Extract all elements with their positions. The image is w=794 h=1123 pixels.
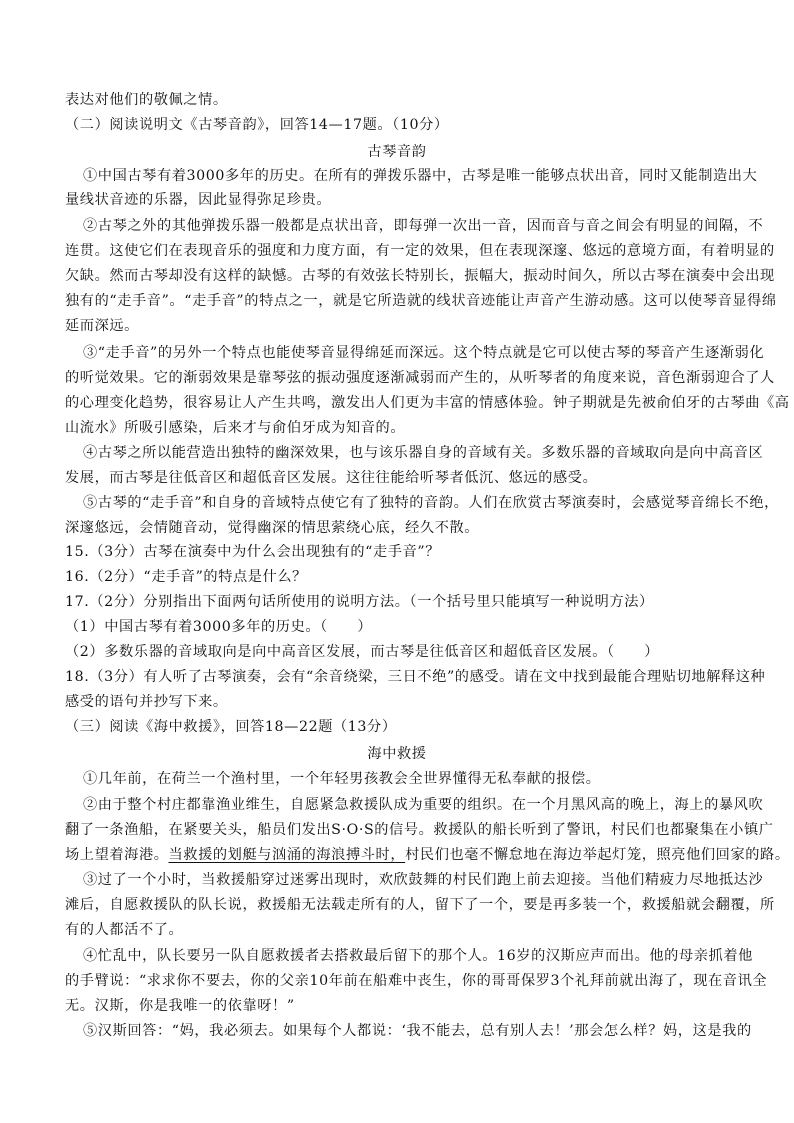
paragraph-line: ⑤古琴的“走手音”和自身的音域特点使它有了独特的音韵。人们在欣赏古琴演奏时，会感觉琴音绵长不绝， (83, 495, 779, 511)
paragraph-line: 发展，而古琴是往低音区和超低音区发展。这往往能给听琴者低沉、悠远的感受。 (65, 470, 598, 486)
paragraph-line: ③“走手音”的另外一个特点也能使琴音显得绵延而深远。这个特点就是它可以使古琴的琴音产生逐渐弱化 (83, 345, 765, 361)
paragraph-line: ④忙乱中，队长要另一队自愿救援者去搭救最后留下的那个人。16岁的汉斯应声而出。他的母亲抓着他 (83, 948, 753, 964)
question-17-item-2: （2）多数乐器的音域取向是向中高音区发展，而古琴是往低音区和超低音区发展。（ ） (65, 644, 660, 660)
paragraph-line: 量线状音迹的乐器，因此显得弥足珍贵。 (65, 192, 332, 208)
question-17-item-1: （1）中国古琴有着3000多年的历史。（ ） (65, 619, 373, 635)
question-17: 17.（2分）分别指出下面两句话所使用的说明方法。（一个括号里只能填写一种说明方法） (65, 594, 654, 610)
question-16: 16.（2分）“走手音”的特点是什么？ (65, 569, 307, 585)
paragraph-line: 无。汉斯，你是我唯一的依靠呀！” (65, 998, 295, 1014)
article-title: 海中救援 (367, 746, 427, 762)
paragraph-line (65, 843, 790, 867)
text-line: 表达对他们的敬佩之情。 (65, 92, 228, 108)
section-heading: （三）阅读《海中救援》，回答18—22题（13分） (65, 719, 397, 735)
paragraph-line: 独有的“走手音”。“走手音”的特点之一，就是它所造就的线状音迹能让声音产生游动感。这可以使琴音显得绵 (65, 293, 777, 309)
paragraph-text: 村民们也毫不懈怠地在海边举起灯笼，照亮他们回家的路。 (405, 847, 790, 863)
paragraph-line: ①中国古琴有着3000多年的历史。在所有的弹拨乐器中，古琴是唯一能够点状出音，同时又能制造出大 (83, 168, 758, 184)
paragraph-line: ④古琴之所以能营造出独特的幽深效果，也与该乐器自身的音域有关。多数乐器的音域取向是向中高音区 (83, 445, 764, 461)
paragraph-line: 延而深远。 (65, 318, 139, 334)
paragraph-line: ②由于整个村庄都靠渔业维生，自愿紧急救援队成为重要的组织。在一个月黑风高的晚上，海上的暴风吹 (83, 797, 764, 813)
question-18-cont: 感受的语句并抄写下来。 (65, 694, 228, 710)
section-heading: （二）阅读说明文《古琴音韵》，回答14—17题。（10分） (65, 117, 449, 133)
underlined-sentence: 当救援的划艇与汹涌的海浪搏斗时， (168, 847, 406, 863)
paragraph-line: ⑤汉斯回答：“妈，我必须去。如果每个人都说：‘我不能去，总有别人去！’那会怎么样？妈，这是我的 (83, 1023, 752, 1039)
paragraph-line: 的心理变化趋势，很容易让人产生共鸣，激发出人们更为丰富的情感体验。钟子期就是先被俞伯牙的古琴曲《高 (65, 395, 790, 411)
paragraph-line: ②古琴之外的其他弹拨乐器一般都是点状出音，即每弹一次出一音，因而音与音之间会有明显的间隔，不 (83, 218, 764, 234)
paragraph-line: ①几年前，在荷兰一个渔村里，一个年轻男孩教会全世界懂得无私奉献的报偿。 (83, 771, 601, 787)
paragraph-line: 滩后，自愿救援队的队长说，救援船无法载走所有的人，留下了一个，要是再多装一个，救援船就会翻覆，所 (65, 897, 775, 913)
paragraph-line: ③过了一个小时，当救援船穿过迷雾出现时，欢欣鼓舞的村民们跑上前去迎接。当他们精疲力尽地抵达沙 (83, 872, 764, 888)
question-15: 15.（3分）古琴在演奏中为什么会出现独有的“走手音”？ (65, 544, 441, 560)
question-18: 18.（3分）有人听了古琴演奏，会有“余音绕梁，三日不绝”的感受。请在文中找到最能合理贴切地解释这种 (65, 669, 766, 685)
paragraph-line: 欠缺。然而古琴却没有这样的缺憾。古琴的有效弦长特别长，振幅大，振动时间久，所以古琴在演奏中会出现 (65, 268, 775, 284)
paragraph-text: 场上望着海港。 (65, 847, 169, 863)
paragraph-line: 的手臂说：“求求你不要去，你的父亲10年前在船难中丧生，你的哥哥保罗3个礼拜前就出海了，现在音讯全 (65, 973, 768, 989)
article-title: 古琴音韵 (367, 144, 427, 160)
paragraph-line: 翻了一条渔船，在紧要关头，船员们发出S·O·S的信号。救援队的船长听到了警讯，村民们也都聚集在小镇广 (65, 822, 774, 838)
paragraph-line: 的听觉效果。它的渐弱效果是靠琴弦的振动强度逐渐减弱而产生的，从听琴者的角度来说，音色渐弱迎合了人 (65, 370, 775, 386)
paragraph-line: 连贯。这使它们在表现音乐的强度和力度方面，有一定的效果，但在表现深邃、悠远的意境方面，有着明显的 (65, 243, 775, 259)
paragraph-line: 山流水》所吸引感染，后来才与俞伯牙成为知音的。 (65, 420, 406, 436)
paragraph-line: 深邃悠远，会情随音动，觉得幽深的情思萦绕心底，经久不散。 (65, 520, 480, 536)
paragraph-line: 有的人都活不了。 (65, 922, 184, 938)
